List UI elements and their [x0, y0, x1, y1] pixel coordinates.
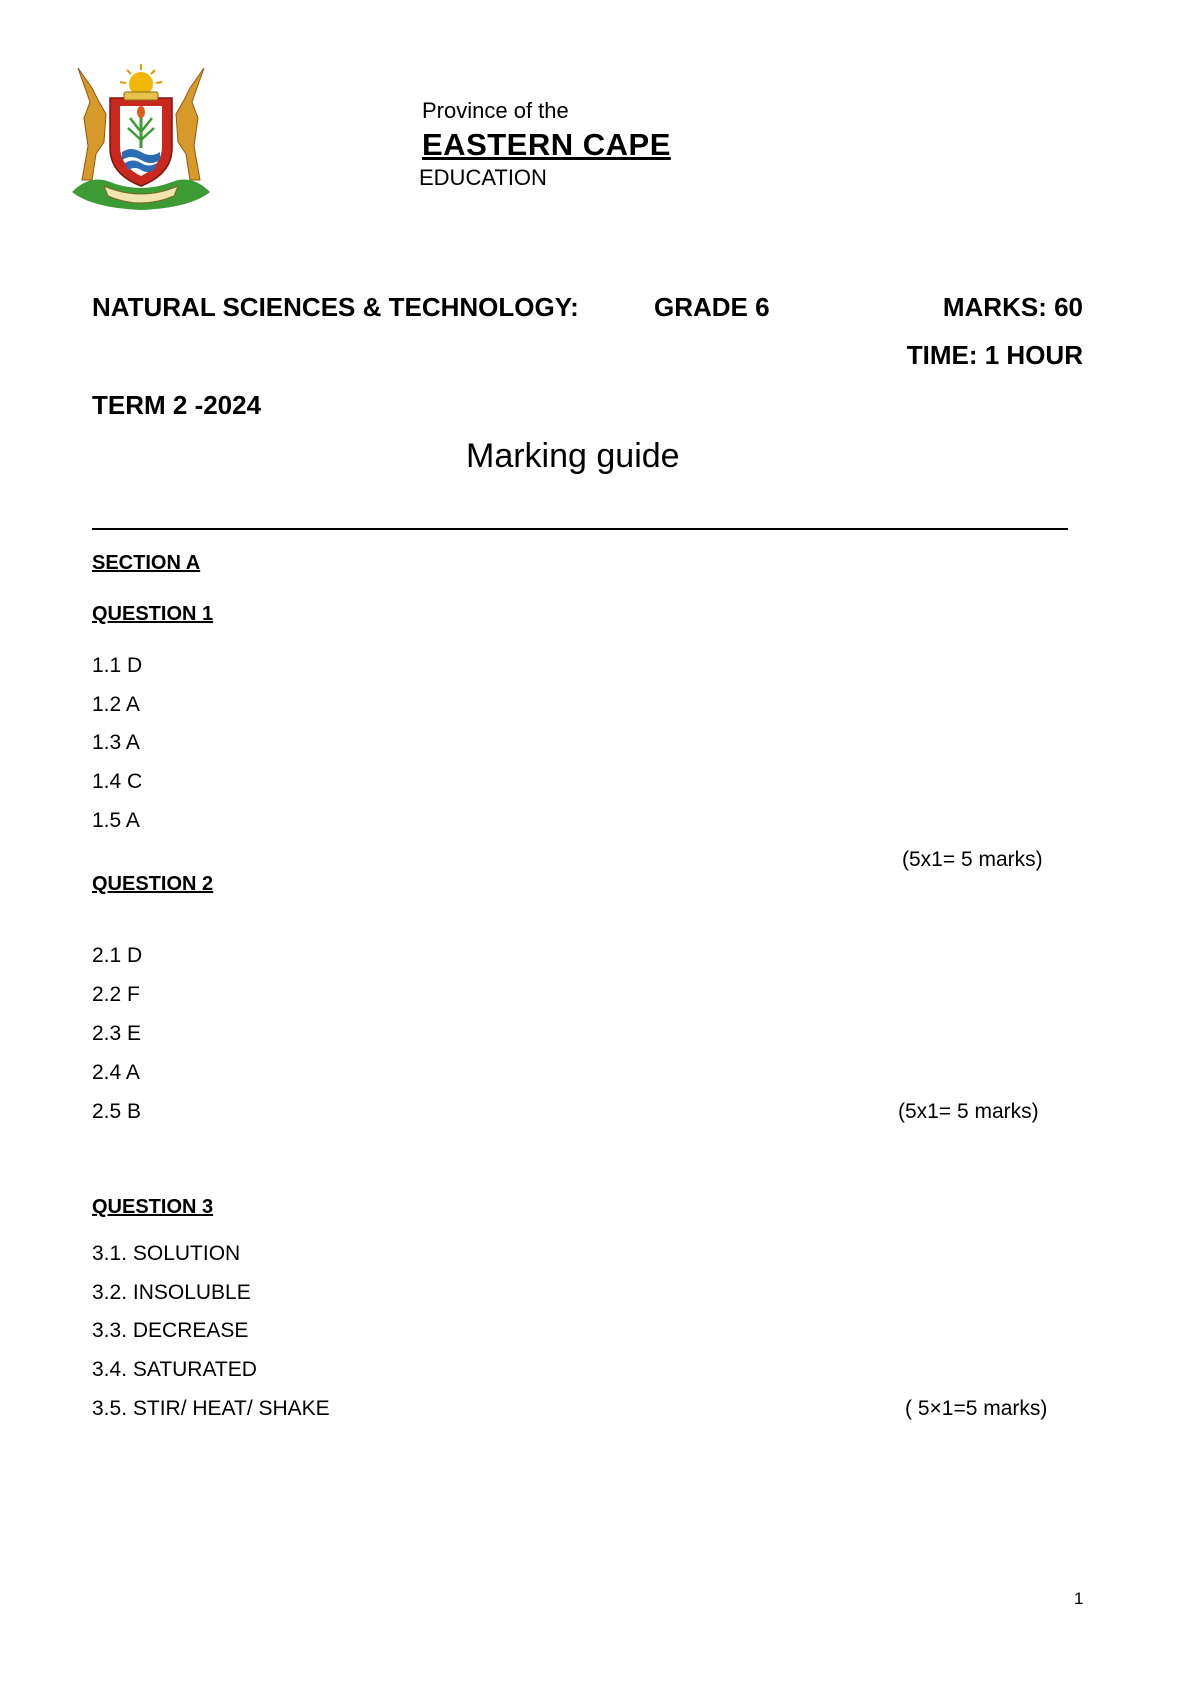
- question-3-answer: 3.5. STIR/ HEAT/ SHAKE: [92, 1397, 330, 1420]
- section-a-heading: SECTION A: [92, 552, 201, 574]
- subject-title: NATURAL SCIENCES & TECHNOLOGY:: [92, 292, 579, 322]
- question-2-answer: 2.3 E: [92, 1022, 142, 1045]
- term-label: TERM 2 -2024: [92, 390, 262, 420]
- eastern-cape-coat-of-arms: [70, 62, 212, 212]
- question-2-answer: 2.4 A: [92, 1061, 140, 1084]
- province-line: Province of the: [422, 98, 569, 123]
- question-1-answer: 1.1 D: [92, 654, 143, 677]
- question-1-heading: QUESTION 1: [92, 603, 214, 625]
- department-name: EDUCATION: [419, 165, 547, 190]
- header-divider: [92, 528, 1068, 530]
- question-3-marks: ( 5×1=5 marks): [905, 1397, 1048, 1420]
- page-title: Marking guide: [466, 437, 680, 475]
- page-number: 1: [1074, 1589, 1084, 1608]
- question-1-answer: 1.3 A: [92, 731, 140, 754]
- antelope-left-icon: [78, 68, 106, 180]
- question-1-marks: (5x1= 5 marks): [902, 848, 1043, 871]
- question-3-answer: 3.3. DECREASE: [92, 1319, 249, 1342]
- grade-label: GRADE 6: [654, 292, 770, 322]
- time-allowed: TIME: 1 HOUR: [906, 340, 1083, 370]
- question-2-heading: QUESTION 2: [92, 873, 214, 895]
- question-2-answer: 2.5 B: [92, 1100, 142, 1123]
- question-3-answer: 3.1. SOLUTION: [92, 1242, 241, 1265]
- province-name: EASTERN CAPE: [422, 127, 671, 162]
- question-2-answer: 2.2 F: [92, 983, 140, 1006]
- question-3-heading: QUESTION 3: [92, 1196, 214, 1218]
- marks-total: MARKS: 60: [942, 292, 1083, 322]
- question-1-answer: 1.4 C: [92, 770, 143, 793]
- question-3-answer: 3.4. SATURATED: [92, 1358, 257, 1381]
- question-1-answer: 1.5 A: [92, 809, 140, 832]
- question-2-marks: (5x1= 5 marks): [898, 1100, 1039, 1123]
- sun-icon: [120, 64, 162, 96]
- question-3-answer: 3.2. INSOLUBLE: [92, 1281, 251, 1304]
- antelope-right-icon: [176, 68, 204, 180]
- question-1-answer: 1.2 A: [92, 693, 140, 716]
- question-2-answer: 2.1 D: [92, 944, 143, 967]
